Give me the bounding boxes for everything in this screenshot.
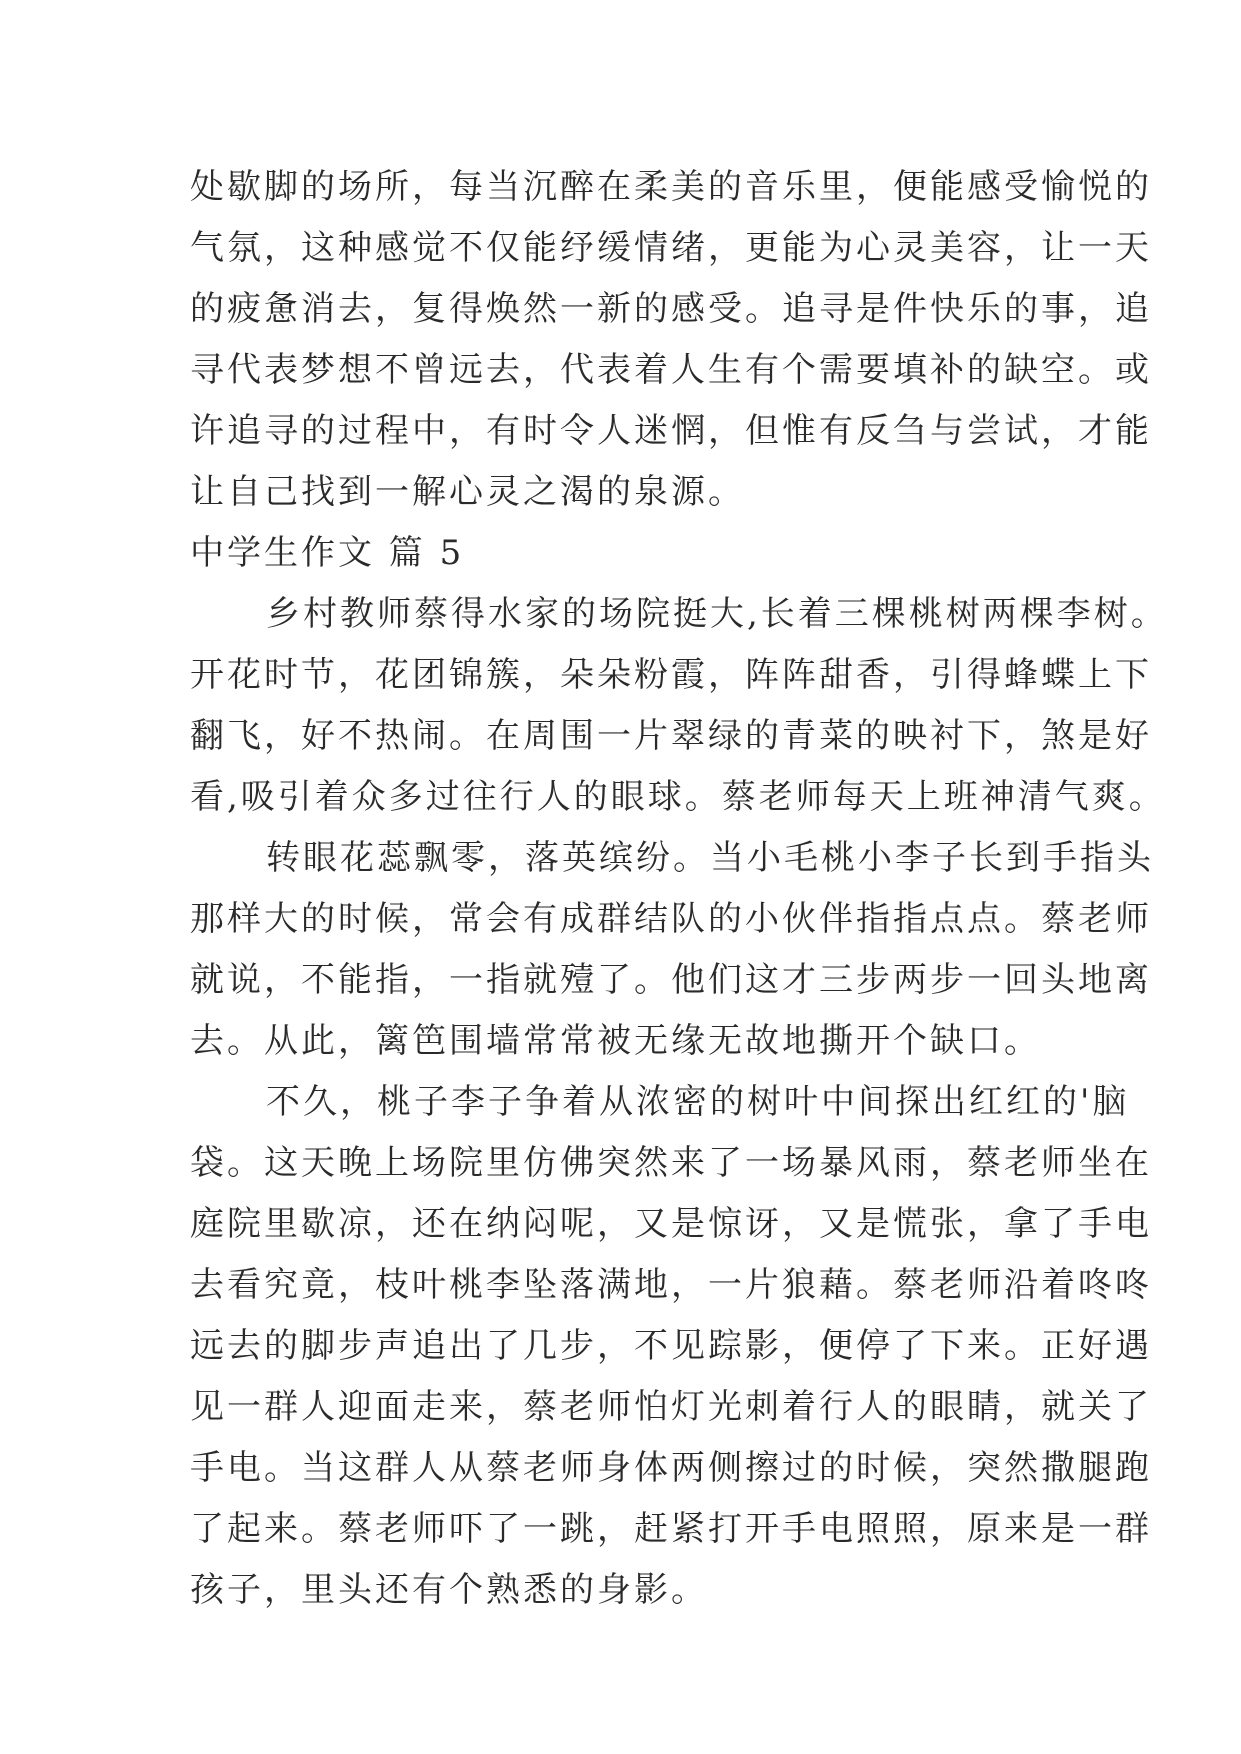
text-line: 远去的脚步声追出了几步，不见踪影，便停了下来。正好遇 <box>190 1326 1152 1366</box>
text-line: 气氛，这种感觉不仅能纾缓情绪，更能为心灵美容，让一天 <box>190 228 1152 268</box>
text-line: 了起来。蔡老师吓了一跳，赶紧打开手电照照，原来是一群 <box>190 1509 1152 1549</box>
text-line: 袋。这天晚上场院里仿佛突然来了一场暴风雨，蔡老师坐在 <box>190 1143 1152 1183</box>
section-heading: 中学生作文 篇 5 <box>190 533 465 573</box>
text-line: 开花时节，花团锦簇，朵朵粉霞，阵阵甜香，引得蜂蝶上下 <box>190 655 1152 695</box>
text-line: 那样大的时候，常会有成群结队的小伙伴指指点点。蔡老师 <box>190 899 1152 939</box>
paragraph-2 <box>190 584 1168 828</box>
text-line: 不久，桃子李子争着从浓密的树叶中间探出红红的'脑 <box>266 1082 1130 1122</box>
text-line: 翻飞，好不热闹。在周围一片翠绿的青菜的映衬下，煞是好 <box>190 716 1152 756</box>
text-line: 的疲惫消去，复得焕然一新的感受。追寻是件快乐的事，追 <box>190 289 1152 329</box>
text-line: 就说，不能指，一指就殪了。他们这才三步两步一回头地离 <box>190 960 1152 1000</box>
text-line: 见一群人迎面走来，蔡老师怕灯光刺着行人的眼睛，就关了 <box>190 1387 1152 1427</box>
paragraph-4 <box>190 1072 1152 1621</box>
paragraph-1 <box>190 157 1152 523</box>
text-line: 孩子，里头还有个熟悉的身影。 <box>190 1570 708 1610</box>
text-line: 去。从此，篱笆围墙常常被无缘无故地撕开个缺口。 <box>190 1021 1041 1061</box>
text-line: 庭院里歇凉，还在纳闷呢，又是惊讶，又是慌张，拿了手电 <box>190 1204 1152 1244</box>
text-line: 许追寻的过程中，有时令人迷惘，但惟有反刍与尝试，才能 <box>190 411 1152 451</box>
text-line: 手电。当这群人从蔡老师身体两侧擦过的时候，突然撒腿跑 <box>190 1448 1152 1488</box>
text-line: 看,吸引着众多过往行人的眼球。蔡老师每天上班神清气爽。 <box>190 777 1166 817</box>
text-line: 处歇脚的场所，每当沉醉在柔美的音乐里，便能感受愉悦的 <box>190 167 1152 207</box>
text-line: 乡村教师蔡得水家的场院挺大,长着三棵桃树两棵李树。 <box>266 594 1168 634</box>
text-line: 转眼花蕊飘零，落英缤纷。当小毛桃小李子长到手指头 <box>266 838 1154 878</box>
text-line: 去看究竟，枝叶桃李坠落满地，一片狼藉。蔡老师沿着咚咚 <box>190 1265 1152 1305</box>
text-line: 让自己找到一解心灵之渴的泉源。 <box>190 472 745 512</box>
paragraph-3 <box>190 828 1154 1072</box>
text-line: 寻代表梦想不曾远去，代表着人生有个需要填补的缺空。或 <box>190 350 1152 390</box>
document-body <box>190 157 1168 1621</box>
